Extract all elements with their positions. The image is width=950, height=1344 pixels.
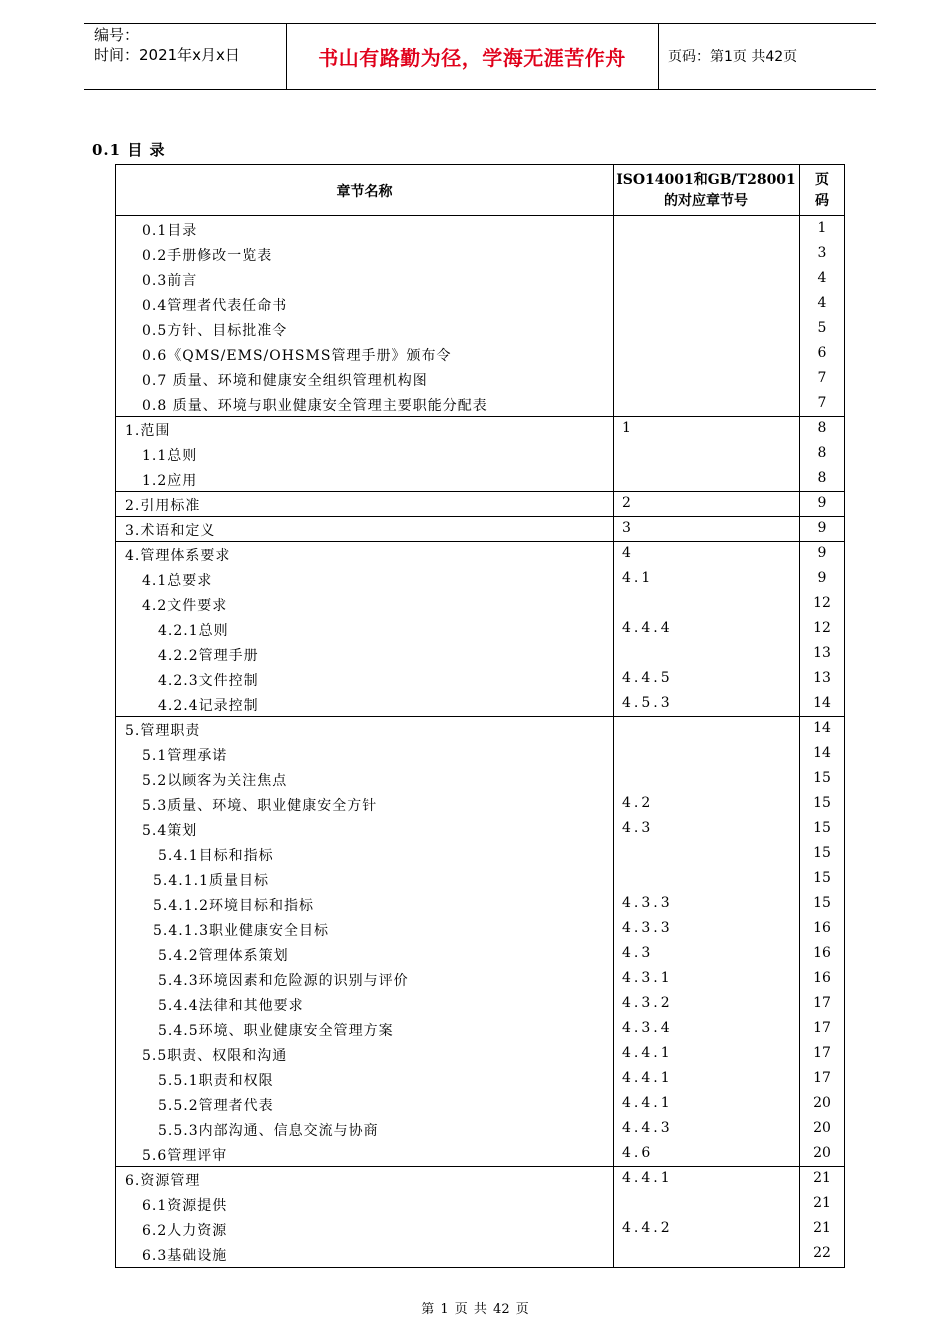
document-number-label: 编号： bbox=[94, 26, 140, 44]
clause-number: 4.3.3 bbox=[622, 895, 673, 911]
page-number: 14 bbox=[813, 720, 831, 736]
page-number: 21 bbox=[813, 1220, 831, 1236]
chapter-name: 4.1总要求 bbox=[142, 573, 213, 589]
chapter-name: 6.1资源提供 bbox=[142, 1198, 228, 1214]
clause-number: 1 bbox=[622, 420, 634, 436]
page-number: 12 bbox=[813, 620, 831, 636]
chapter-name: 5.4.1.2环境目标和指标 bbox=[153, 898, 314, 914]
clause-number: 2 bbox=[622, 495, 634, 511]
clause-number: 4.2 bbox=[622, 795, 654, 811]
header-meta bbox=[94, 25, 240, 65]
chapter-name: 5.4.4法律和其他要求 bbox=[158, 998, 304, 1014]
clause-number: 4.4.3 bbox=[622, 1120, 673, 1136]
clause-number: 4.3 bbox=[622, 945, 654, 961]
page-number: 8 bbox=[817, 420, 827, 436]
clause-number: 4.4.5 bbox=[622, 670, 673, 686]
chapter-name: 5.2以顾客为关注焦点 bbox=[142, 773, 288, 789]
chapter-name: 0.7 质量、环境和健康安全组织管理机构图 bbox=[142, 373, 428, 389]
table-row bbox=[116, 967, 844, 992]
clause-number: 4.3.1 bbox=[622, 970, 673, 986]
page-number: 4 bbox=[817, 295, 827, 311]
header-page-info: 页码：第1页 共42页 bbox=[668, 49, 798, 65]
page-number: 16 bbox=[813, 970, 831, 986]
page-number: 6 bbox=[817, 345, 827, 361]
chapter-name: 5.1管理承诺 bbox=[142, 748, 228, 764]
section-title: 0.1 目 录 bbox=[92, 141, 166, 159]
page-number: 9 bbox=[817, 570, 827, 586]
chapter-name: 0.4管理者代表任命书 bbox=[142, 298, 288, 314]
table-row bbox=[116, 1042, 844, 1067]
page-number: 9 bbox=[817, 520, 827, 536]
column-header-page-line2: 码 bbox=[815, 193, 829, 209]
chapter-name: 1.2应用 bbox=[142, 473, 198, 489]
chapter-name: 6.2人力资源 bbox=[142, 1223, 228, 1239]
chapter-name: 0.5方针、目标批准令 bbox=[142, 323, 288, 339]
chapter-name: 6.3基础设施 bbox=[142, 1248, 228, 1264]
clause-number: 4.4.4 bbox=[622, 620, 673, 636]
page-number: 20 bbox=[813, 1145, 831, 1161]
chapter-name: 3.术语和定义 bbox=[125, 523, 216, 539]
chapter-name: 5.5.2管理者代表 bbox=[158, 1098, 274, 1114]
chapter-name: 4.2.4记录控制 bbox=[158, 698, 259, 714]
chapter-name: 5.4.1目标和指标 bbox=[158, 848, 274, 864]
page-number: 20 bbox=[813, 1120, 831, 1136]
page-number: 7 bbox=[817, 395, 827, 411]
table-row bbox=[116, 892, 844, 917]
clause-number: 4.5.3 bbox=[622, 695, 673, 711]
page-number: 9 bbox=[817, 545, 827, 561]
page-number: 22 bbox=[813, 1245, 831, 1261]
clause-number: 4.4.1 bbox=[622, 1095, 673, 1111]
page-number: 13 bbox=[813, 670, 831, 686]
header-divider bbox=[658, 23, 659, 89]
page-number: 15 bbox=[813, 820, 831, 836]
page-number: 16 bbox=[813, 920, 831, 936]
table-row bbox=[116, 1017, 844, 1042]
chapter-name: 5.4.1.1质量目标 bbox=[153, 873, 269, 889]
chapter-name: 1.范围 bbox=[125, 423, 171, 439]
document-time: 时间：2021年x月x日 bbox=[94, 46, 240, 64]
page-number: 5 bbox=[817, 320, 827, 336]
chapter-name: 0.1目录 bbox=[142, 223, 198, 239]
page-number: 4 bbox=[817, 270, 827, 286]
chapter-name: 5.3质量、环境、职业健康安全方针 bbox=[142, 798, 378, 814]
chapter-name: 4.2文件要求 bbox=[142, 598, 228, 614]
page-number: 15 bbox=[813, 845, 831, 861]
chapter-name: 4.2.2管理手册 bbox=[158, 648, 259, 664]
page-number: 9 bbox=[817, 495, 827, 511]
column-header-chapter-name: 章节名称 bbox=[336, 184, 393, 200]
table-row bbox=[116, 292, 844, 317]
table-row bbox=[116, 817, 844, 842]
column-header-page bbox=[799, 170, 845, 212]
page-number: 8 bbox=[817, 470, 827, 486]
table-row bbox=[116, 1117, 844, 1142]
table-row bbox=[116, 442, 844, 467]
table-row bbox=[116, 1067, 844, 1092]
column-header-clause bbox=[613, 170, 799, 212]
table-row bbox=[116, 792, 844, 817]
table-row bbox=[116, 1092, 844, 1117]
chapter-name: 0.8 质量、环境与职业健康安全管理主要职能分配表 bbox=[142, 398, 488, 414]
page-number: 17 bbox=[813, 1045, 831, 1061]
clause-number: 4.4.1 bbox=[622, 1170, 673, 1186]
page-number: 1 bbox=[817, 220, 827, 236]
page-number: 7 bbox=[817, 370, 827, 386]
table-row bbox=[116, 767, 844, 792]
chapter-name: 4.管理体系要求 bbox=[125, 548, 231, 564]
table-row bbox=[116, 1192, 844, 1217]
table-row bbox=[116, 992, 844, 1017]
table-row bbox=[116, 942, 844, 967]
table-row bbox=[116, 317, 844, 342]
clause-number: 4.3.4 bbox=[622, 1020, 673, 1036]
table-row bbox=[116, 617, 844, 642]
table-row bbox=[116, 542, 844, 567]
page-number: 15 bbox=[813, 770, 831, 786]
chapter-name: 5.4.2管理体系策划 bbox=[158, 948, 289, 964]
clause-number: 4 bbox=[622, 545, 634, 561]
chapter-name: 5.4.3环境因素和危险源的识别与评价 bbox=[158, 973, 409, 989]
table-row bbox=[116, 242, 844, 267]
chapter-name: 4.2.3文件控制 bbox=[158, 673, 259, 689]
page-number: 15 bbox=[813, 795, 831, 811]
clause-number: 4.1 bbox=[622, 570, 654, 586]
clause-number: 4.6 bbox=[622, 1145, 654, 1161]
table-row bbox=[116, 742, 844, 767]
page-footer: 第 1 页 共 42 页 bbox=[421, 1302, 529, 1317]
chapter-name: 0.3前言 bbox=[142, 273, 198, 289]
page-number: 21 bbox=[813, 1170, 831, 1186]
chapter-name: 5.5.1职责和权限 bbox=[158, 1073, 274, 1089]
chapter-name: 0.6《QMS/EMS/OHSMS管理手册》颁布令 bbox=[142, 348, 452, 364]
table-row bbox=[116, 367, 844, 392]
chapter-name: 1.1总则 bbox=[142, 448, 198, 464]
table-row bbox=[116, 342, 844, 367]
chapter-name: 5.4策划 bbox=[142, 823, 198, 839]
table-row bbox=[116, 517, 844, 542]
chapter-name: 6.资源管理 bbox=[125, 1173, 201, 1189]
page-number: 15 bbox=[813, 895, 831, 911]
table-row bbox=[116, 1242, 844, 1267]
header-bottom-rule bbox=[84, 89, 876, 90]
page-number: 17 bbox=[813, 995, 831, 1011]
chapter-name: 5.4.1.3职业健康安全目标 bbox=[153, 923, 329, 939]
chapter-name: 5.管理职责 bbox=[125, 723, 201, 739]
clause-number: 4.4.1 bbox=[622, 1070, 673, 1086]
column-header-clause-line2: 的对应章节号 bbox=[664, 193, 748, 209]
table-row bbox=[116, 842, 844, 867]
table-row bbox=[116, 642, 844, 667]
table-row bbox=[116, 1142, 844, 1167]
chapter-name: 5.4.5环境、职业健康安全管理方案 bbox=[158, 1023, 394, 1039]
table-row bbox=[116, 717, 844, 742]
page-number: 8 bbox=[817, 445, 827, 461]
header-motto: 书山有路勤为径，学海无涯苦作舟 bbox=[318, 45, 626, 70]
table-row bbox=[116, 592, 844, 617]
clause-number: 4.4.2 bbox=[622, 1220, 673, 1236]
page-number: 17 bbox=[813, 1070, 831, 1086]
clause-number: 4.3 bbox=[622, 820, 654, 836]
clause-number: 4.3.3 bbox=[622, 920, 673, 936]
page-number: 12 bbox=[813, 595, 831, 611]
chapter-name: 0.2手册修改一览表 bbox=[142, 248, 273, 264]
page-number: 16 bbox=[813, 945, 831, 961]
table-row bbox=[116, 1217, 844, 1242]
page-number: 21 bbox=[813, 1195, 831, 1211]
column-header-page-line1: 页 bbox=[815, 172, 829, 188]
chapter-name: 2.引用标准 bbox=[125, 498, 201, 514]
table-row bbox=[116, 392, 844, 417]
table-row bbox=[116, 692, 844, 717]
table-row bbox=[116, 567, 844, 592]
table-row bbox=[116, 867, 844, 892]
clause-number: 4.3.2 bbox=[622, 995, 673, 1011]
table-row bbox=[116, 467, 844, 492]
toc-table bbox=[115, 164, 845, 1268]
table-row bbox=[116, 267, 844, 292]
header-row-rule bbox=[116, 215, 844, 216]
chapter-name: 4.2.1总则 bbox=[158, 623, 229, 639]
table-row bbox=[116, 667, 844, 692]
table-row bbox=[116, 1167, 844, 1192]
page-number: 3 bbox=[817, 245, 827, 261]
clause-number: 3 bbox=[622, 520, 634, 536]
page-number: 15 bbox=[813, 870, 831, 886]
table-row bbox=[116, 417, 844, 442]
page-number: 17 bbox=[813, 1020, 831, 1036]
page-number: 14 bbox=[813, 695, 831, 711]
page-number: 13 bbox=[813, 645, 831, 661]
chapter-name: 5.6管理评审 bbox=[142, 1148, 228, 1164]
page-number: 14 bbox=[813, 745, 831, 761]
chapter-name: 5.5职责、权限和沟通 bbox=[142, 1048, 288, 1064]
table-row bbox=[116, 492, 844, 517]
table-row bbox=[116, 217, 844, 242]
clause-number: 4.4.1 bbox=[622, 1045, 673, 1061]
page-number: 20 bbox=[813, 1095, 831, 1111]
column-header-clause-line1: ISO14001和GB/T28001 bbox=[616, 172, 796, 188]
table-row bbox=[116, 917, 844, 942]
chapter-name: 5.5.3内部沟通、信息交流与协商 bbox=[158, 1123, 379, 1139]
